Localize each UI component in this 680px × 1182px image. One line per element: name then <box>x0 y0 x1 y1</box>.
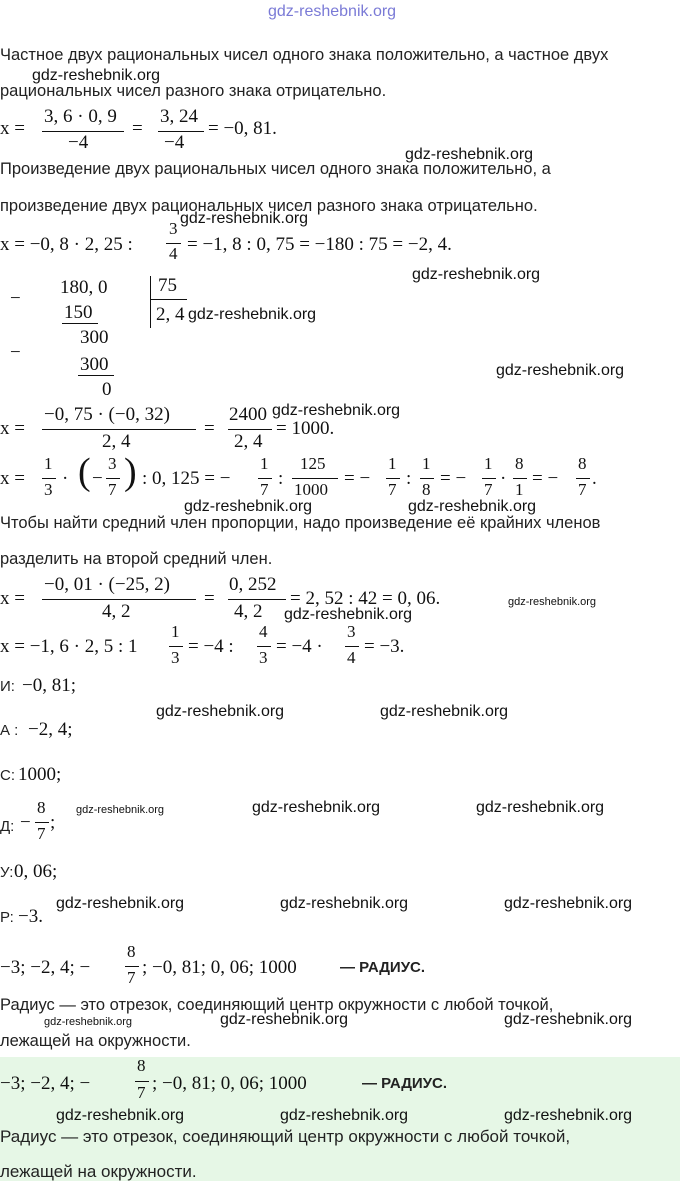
eq6-f2d: 4 <box>347 648 356 667</box>
eq2-den: 4 <box>169 244 178 263</box>
eq4-colon1: : <box>278 468 284 489</box>
watermark-17: gdz-reshebnik.org <box>56 895 185 912</box>
eq6-f1d: 3 <box>259 648 268 667</box>
answer-i-label: И: <box>0 678 15 695</box>
eq4-left-paren: ( <box>78 451 91 493</box>
sequence-den: 7 <box>127 968 136 987</box>
highlight-def-line2: лежащей на окружности. <box>0 1162 197 1181</box>
watermark-2: gdz-reshebnik.org <box>405 146 534 163</box>
para2-line2: произведение двух рациональных чисел разного знака отрицательно. <box>0 197 538 215</box>
watermark-1: gdz-reshebnik.org <box>32 67 161 84</box>
watermark-23: gdz-reshebnik.org <box>56 1107 185 1124</box>
division-dividend: 180, 0 <box>60 277 108 298</box>
eq4-f8d: 1 <box>515 480 524 499</box>
eq5-num2: 0, 252 <box>229 574 277 595</box>
watermark-14: gdz-reshebnik.org <box>76 804 165 816</box>
eq4-f1d: 3 <box>44 480 53 499</box>
watermark-15: gdz-reshebnik.org <box>252 799 381 816</box>
eq2-num: 3 <box>169 219 178 238</box>
answer-a-label: А : <box>0 722 19 739</box>
para3-line2: разделить на второй средний член. <box>0 550 273 568</box>
answer-d-num: 8 <box>37 798 46 817</box>
division-sub-2: 300 <box>80 354 109 375</box>
watermark-18: gdz-reshebnik.org <box>280 895 409 912</box>
eq4-f4n: 125 <box>300 454 326 473</box>
watermark-21: gdz-reshebnik.org <box>220 1011 349 1028</box>
watermark-7: gdz-reshebnik.org <box>272 402 401 419</box>
eq3-num2: 2400 <box>229 404 267 425</box>
answer-i-value: −0, 81; <box>22 675 76 696</box>
eq1-num1: 3, 6 · 0, 9 <box>44 106 117 127</box>
eq5-lhs: x = <box>0 588 25 609</box>
eq6-lhs: x = −1, 6 · 2, 5 : 1 <box>0 636 138 657</box>
watermark-6: gdz-reshebnik.org <box>496 362 625 379</box>
eq4-f9n: 8 <box>578 454 587 473</box>
watermark-19: gdz-reshebnik.org <box>504 895 633 912</box>
definition-line2: лежащей на окружности. <box>0 1032 191 1050</box>
eq5-rhs: = 2, 52 : 42 = 0, 06. <box>290 588 441 609</box>
eq1-num2: 3, 24 <box>160 106 198 127</box>
eq3-num1: −0, 75 · (−0, 32) <box>44 404 170 425</box>
watermark-5: gdz-reshebnik.org <box>188 306 317 323</box>
division-quotient: 2, 4 <box>156 304 185 325</box>
watermark-12: gdz-reshebnik.org <box>156 703 285 720</box>
answer-d-label: Д: <box>0 818 15 835</box>
eq4-f4d: 1000 <box>294 480 328 499</box>
answer-r-label: Р: <box>0 909 14 926</box>
eq5-den2: 4, 2 <box>234 601 263 622</box>
division-rem-1: 300 <box>80 327 109 348</box>
eq4-mid1: : 0, 125 = − <box>142 468 231 489</box>
eq6-f1n: 4 <box>259 622 268 641</box>
para3-line1: Чтобы найти средний член пропорции, надо произведение её крайних членов <box>0 514 601 532</box>
eq3-rhs: = 1000. <box>276 418 335 439</box>
eq4-f2d: 7 <box>108 480 117 499</box>
eq4-minus: − <box>92 468 103 489</box>
eq4-f7d: 7 <box>484 480 493 499</box>
eq4-f3d: 7 <box>260 480 269 499</box>
eq5-eq: = <box>204 588 215 609</box>
watermark-4: gdz-reshebnik.org <box>412 266 541 283</box>
division-sub-1: 150 <box>64 302 93 323</box>
watermark-16: gdz-reshebnik.org <box>476 799 605 816</box>
watermark-22: gdz-reshebnik.org <box>504 1011 633 1028</box>
sequence-num: 8 <box>127 942 136 961</box>
eq6-mid2: = −4 · <box>276 636 323 657</box>
eq4-right-paren: ) <box>124 451 137 493</box>
highlight-den: 7 <box>137 1083 146 1102</box>
eq4-colon2: : <box>406 468 412 489</box>
para1-line2: рациональных чисел разного знака отрицательно. <box>0 82 387 100</box>
eq4-f8n: 8 <box>515 454 524 473</box>
division-minus-2: − <box>10 342 21 363</box>
highlight-part2: ; −0, 81; 0, 06; 1000 <box>152 1073 307 1094</box>
sequence-part1: −3; −2, 4; − <box>0 957 91 978</box>
eq4-f2n: 3 <box>108 454 117 473</box>
eq6-rhs: = −3. <box>364 636 405 657</box>
highlight-def-line1: Радиус — это отрезок, соединяющий центр окружности с любой точкой, <box>0 1127 571 1146</box>
highlight-word: — РАДИУС. <box>362 1075 448 1092</box>
watermark-25: gdz-reshebnik.org <box>504 1107 633 1124</box>
eq4-mid4: = − <box>532 468 559 489</box>
sequence-part2: ; −0, 81; 0, 06; 1000 <box>142 957 297 978</box>
highlight-num: 8 <box>137 1056 146 1075</box>
eq1-den1: −4 <box>68 132 89 153</box>
answer-s-label: С: <box>0 767 15 784</box>
eq2-rhs: = −1, 8 : 0, 75 = −180 : 75 = −2, 4. <box>187 234 452 255</box>
eq4-f6d: 8 <box>422 480 431 499</box>
answer-d-minus: − <box>20 812 31 833</box>
eq6-md: 3 <box>171 648 180 667</box>
eq4-f5d: 7 <box>388 480 397 499</box>
para2-line1: Произведение двух рациональных чисел одного знака положительно, а <box>0 160 551 178</box>
answer-a-value: −2, 4; <box>28 719 73 740</box>
eq4-lhs: x = <box>0 468 25 489</box>
eq1-rhs: = −0, 81. <box>208 118 277 139</box>
watermark-10: gdz-reshebnik.org <box>508 596 597 608</box>
answer-u-value: 0, 06; <box>14 861 58 882</box>
answer-d-end: ; <box>50 812 56 833</box>
eq4-mid2: = − <box>344 468 371 489</box>
eq6-mn: 1 <box>171 622 180 641</box>
eq1-eq: = <box>132 118 143 139</box>
eq3-eq: = <box>204 418 215 439</box>
eq4-f9d: 7 <box>578 480 587 499</box>
watermark-20: gdz-reshebnik.org <box>44 1016 133 1028</box>
watermark-3: gdz-reshebnik.org <box>180 210 309 227</box>
watermark-13: gdz-reshebnik.org <box>380 703 509 720</box>
watermark-11: gdz-reshebnik.org <box>284 606 413 623</box>
eq6-mid1: = −4 : <box>188 636 234 657</box>
division-minus-1: − <box>10 288 21 309</box>
eq6-f2n: 3 <box>347 622 356 641</box>
watermark-8: gdz-reshebnik.org <box>184 498 313 515</box>
answer-r-value: −3. <box>18 906 43 927</box>
eq4-f6n: 1 <box>422 454 431 473</box>
answer-s-value: 1000; <box>18 764 62 785</box>
eq4-mid3: = − <box>440 468 467 489</box>
eq5-num1: −0, 01 · (−25, 2) <box>44 574 170 595</box>
watermark-9: gdz-reshebnik.org <box>408 498 537 515</box>
watermark-24: gdz-reshebnik.org <box>280 1107 409 1124</box>
definition-line1: Радиус — это отрезок, соединяющий центр окружности с любой точкой, <box>0 996 554 1014</box>
highlight-part1: −3; −2, 4; − <box>0 1073 91 1094</box>
eq2-lhs: x = −0, 8 · 2, 25 : <box>0 234 133 255</box>
eq1-den2: −4 <box>164 132 185 153</box>
answer-d-den: 7 <box>37 824 46 843</box>
sequence-word: — РАДИУС. <box>340 959 426 976</box>
eq3-den1: 2, 4 <box>102 431 131 452</box>
eq1-lhs: x = <box>0 118 25 139</box>
eq3-den2: 2, 4 <box>234 431 263 452</box>
para1-line1: Частное двух рациональных чисел одного знака положительно, а частное двух <box>0 46 609 64</box>
eq4-f5n: 1 <box>388 454 397 473</box>
eq4-dot2: · <box>500 468 507 489</box>
division-divisor: 75 <box>158 275 177 296</box>
eq4-f3n: 1 <box>260 454 269 473</box>
division-rem-2: 0 <box>102 379 112 400</box>
eq3-lhs: x = <box>0 418 25 439</box>
answer-u-label: У: <box>0 864 14 881</box>
eq4-f1n: 1 <box>44 454 53 473</box>
eq4-f7n: 1 <box>484 454 493 473</box>
site-watermark-top[interactable]: gdz-reshebnik.org <box>268 3 397 20</box>
eq5-den1: 4, 2 <box>102 601 131 622</box>
eq4-dot: · <box>62 468 69 489</box>
eq4-end: . <box>592 468 597 489</box>
